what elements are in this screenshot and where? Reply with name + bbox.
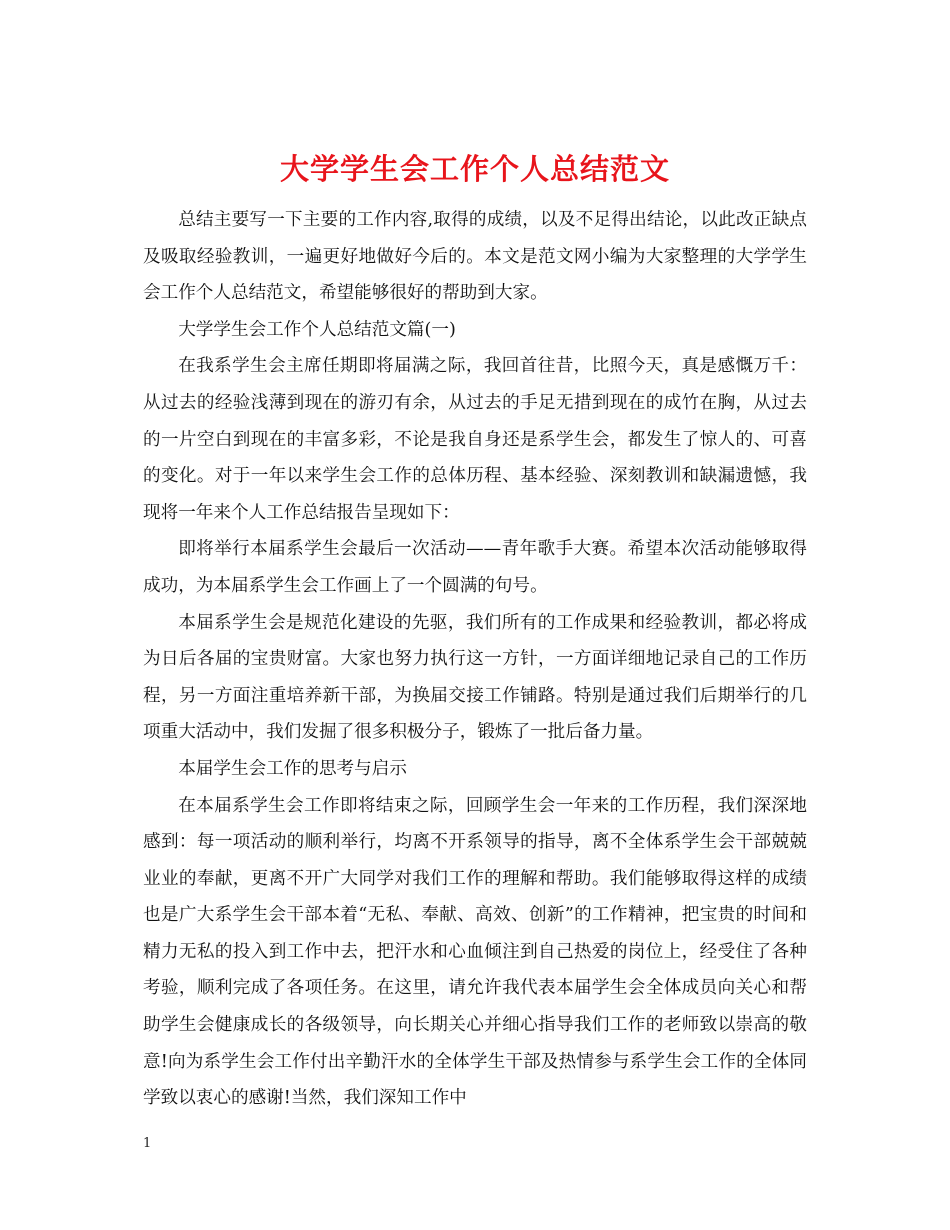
section-heading-thoughts: 本届学生会工作的思考与启示 bbox=[178, 758, 407, 779]
paragraph-final-activity: 即将举行本届系学生会最后一次活动——青年歌手大赛。希望本次活动能够取得成功，为本届系学生会工作画上了一个圆满的句号。 bbox=[143, 539, 807, 596]
paragraph-reflection: 在我系学生会主席任期即将届满之际，我回首往昔，比照今天，真是感慨万千：从过去的经验浅薄到现在的游刃有余，从过去的手足无措到现在的成竹在胸，从过去的一片空白到现在的丰富多彩，不论是我自身还是系学生会，都发生了惊人的、可喜的变化。对于一年以来学生会工作的总体历程、基本经验、深刻教训和缺漏遗憾，我现将一年来个人工作总结报告呈现如下： bbox=[143, 356, 807, 523]
paragraph-gratitude: 在本届系学生会工作即将结束之际，回顾学生会一年来的工作历程，我们深深地感到：每一项活动的顺利举行，均离不开系领导的指导，离不全体系学生会干部兢兢业业的奉献，更离不开广大同学对我们工作的理解和帮助。我们能够取得这样的成绩也是广大系学生会干部本着“无私、奉献、高效、创新”的工作精神，把宝贵的时间和精力无私的投入到工作中去，把汗水和心血倾注到自己热爱的岗位上，经受住了各种考验，顺利完成了各项任务。在这里，请允许我代表本届学生会全体成员向关心和帮助学生会健康成长的各级领导，向长期关心并细心指导我们工作的老师致以崇高的敬意!向为系学生会工作付出辛勤汗水的全体学生干部及热情参与系学生会工作的全体同学致以衷心的感谢!当然，我们深知工作中 bbox=[143, 795, 807, 1109]
paragraph-standardization: 本届系学生会是规范化建设的先驱，我们所有的工作成果和经验教训，都必将成为日后各届的宝贵财富。大家也努力执行这一方针，一方面详细地记录自己的工作历程，另一方面注重培养新干部，为换届交接工作铺路。特别是通过我们后期举行的几项重大活动中，我们发掘了很多积极分子，锻炼了一批后备力量。 bbox=[143, 612, 807, 743]
page-number: 1 bbox=[143, 1136, 152, 1151]
document-body bbox=[143, 202, 807, 1117]
document-title: 大学学生会工作个人总结范文 bbox=[279, 152, 670, 187]
paragraph-intro: 总结主要写一下主要的工作内容,取得的成绩，以及不足得出结论，以此改正缺点及吸取经验教训，一遍更好地做好今后的。本文是范文网小编为大家整理的大学学生会工作个人总结范文，希望能够很好的帮助到大家。 bbox=[143, 210, 807, 304]
section-heading-part-one: 大学学生会工作个人总结范文篇(一) bbox=[178, 319, 456, 340]
